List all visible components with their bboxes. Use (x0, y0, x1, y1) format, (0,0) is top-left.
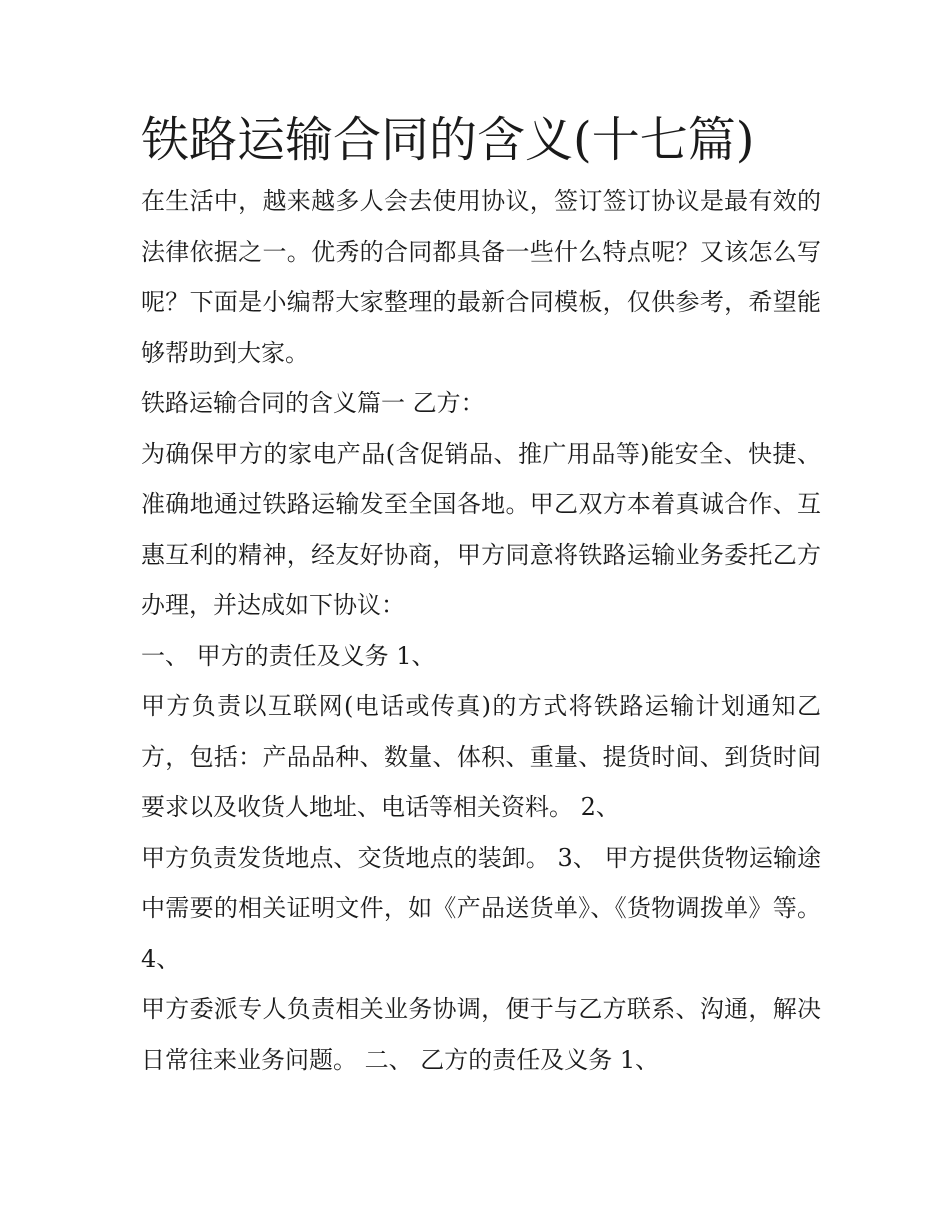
document-page (141, 110, 821, 1085)
paragraph-section-heading: 铁路运输合同的含义篇一 乙方： (141, 389, 485, 417)
paragraph-clause-1-4: 甲方委派专人负责相关业务协调，便于与乙方联系、沟通，解决日常往来业务问题。 二、 乙方的责任及义务 1、 (141, 995, 821, 1074)
paragraph-intro: 在生活中，越来越多人会去使用协议，签订签订协议是最有效的法律依据之一。优秀的合同都具备一些什么特点呢？又该怎么写呢？下面是小编帮大家整理的最新合同模板，仅供参考，希望能够帮助到大家。 (141, 187, 821, 367)
document-title: 铁路运输合同的含义(十七篇) (141, 112, 755, 168)
paragraph-clause-one-heading: 一、 甲方的责任及义务 1、 (141, 641, 436, 670)
paragraph-purpose: 为确保甲方的家电产品(含促销品、推广用品等)能安全、快捷、准确地通过铁路运输发至全国各地。甲乙双方本着真诚合作、互惠互利的精神，经友好协商，甲方同意将铁路运输业务委托乙方办理，并达成如下协议： (141, 439, 821, 619)
paragraph-clause-1-1: 甲方负责以互联网(电话或传真)的方式将铁路运输计划通知乙方，包括：产品品种、数量、体积、重量、提货时间、到货时间要求以及收货人地址、电话等相关资料。 2、 (141, 692, 821, 821)
paragraph-clause-1-2-3: 甲方负责发货地点、交货地点的装卸。 3、 甲方提供货物运输途中需要的相关证明文件，如《产品送货单》、《货物调拨单》等。 4、 (141, 843, 821, 973)
